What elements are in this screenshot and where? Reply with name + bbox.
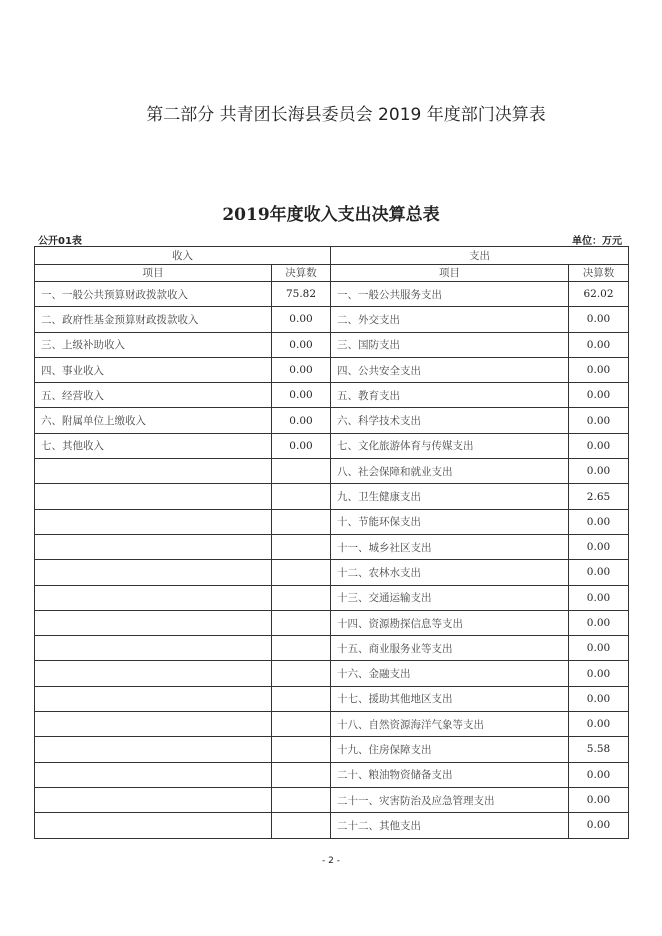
- header-row-columns: [35, 264, 629, 282]
- expense-header: 支出: [331, 247, 629, 265]
- income-amount: [272, 787, 331, 812]
- expense-amount: 0.00: [569, 762, 629, 787]
- income-amount: [272, 585, 331, 610]
- expense-amount: 0.00: [569, 787, 629, 812]
- expense-item: 十六、金融支出: [331, 661, 569, 686]
- part-title: 第二部分 共青团长海县委员会 2019 年度部门决算表: [146, 105, 546, 125]
- income-item: [35, 560, 272, 585]
- table-row: [35, 459, 629, 484]
- expense-item: 二十二、其他支出: [331, 813, 569, 838]
- page-number: - 2 -: [322, 856, 340, 866]
- income-amount: [272, 636, 331, 661]
- expense-amount: 0.00: [569, 712, 629, 737]
- expense-amount: 0.00: [569, 610, 629, 635]
- income-item: 一、一般公共预算财政拨款收入: [35, 282, 272, 307]
- income-item: [35, 534, 272, 559]
- income-amount: 0.00: [272, 357, 331, 382]
- income-amount: [272, 534, 331, 559]
- income-item: 六、附属单位上缴收入: [35, 408, 272, 433]
- expense-item: 二十、粮油物资储备支出: [331, 762, 569, 787]
- income-amount: [272, 661, 331, 686]
- income-item: [35, 636, 272, 661]
- table-row: [35, 636, 629, 661]
- expense-item: 十三、交通运输支出: [331, 585, 569, 610]
- unit-label: 单位：万元: [572, 236, 622, 247]
- expense-amount-header: 决算数: [569, 264, 629, 282]
- income-item: [35, 459, 272, 484]
- income-amount: 0.00: [272, 332, 331, 357]
- expense-item: 十五、商业服务业等支出: [331, 636, 569, 661]
- expense-amount: 0.00: [569, 459, 629, 484]
- income-amount: 0.00: [272, 383, 331, 408]
- expense-item: 七、文化旅游体育与传媒支出: [331, 433, 569, 458]
- table-row: [35, 787, 629, 812]
- income-amount: 0.00: [272, 433, 331, 458]
- income-item: [35, 610, 272, 635]
- income-item: 七、其他收入: [35, 433, 272, 458]
- income-amount: [272, 509, 331, 534]
- expense-item: 十二、农林水支出: [331, 560, 569, 585]
- expense-item: 一、一般公共服务支出: [331, 282, 569, 307]
- expense-amount: 0.00: [569, 332, 629, 357]
- table-row: [35, 813, 629, 838]
- income-item: 五、经营收入: [35, 383, 272, 408]
- expense-item: 十八、自然资源海洋气象等支出: [331, 712, 569, 737]
- expense-amount: 0.00: [569, 636, 629, 661]
- income-amount: [272, 686, 331, 711]
- income-item: 二、政府性基金预算财政拨款收入: [35, 307, 272, 332]
- income-amount: 0.00: [272, 307, 331, 332]
- expense-amount: 0.00: [569, 686, 629, 711]
- table-row: [35, 357, 629, 382]
- income-item: 四、事业收入: [35, 357, 272, 382]
- expense-item: 三、国防支出: [331, 332, 569, 357]
- expense-item: 六、科学技术支出: [331, 408, 569, 433]
- table-row: [35, 610, 629, 635]
- table-row: [35, 383, 629, 408]
- table-row: [35, 282, 629, 307]
- expense-item: 八、社会保障和就业支出: [331, 459, 569, 484]
- table-row: [35, 686, 629, 711]
- income-amount: [272, 459, 331, 484]
- expense-amount: 0.00: [569, 408, 629, 433]
- income-item: [35, 484, 272, 509]
- income-item: 三、上级补助收入: [35, 332, 272, 357]
- expense-amount: 0.00: [569, 661, 629, 686]
- expense-amount: 0.00: [569, 813, 629, 838]
- expense-amount: 0.00: [569, 307, 629, 332]
- table-row: [35, 332, 629, 357]
- expense-item: 十、节能环保支出: [331, 509, 569, 534]
- expense-amount: 2.65: [569, 484, 629, 509]
- table-row: [35, 408, 629, 433]
- expense-item: 十七、援助其他地区支出: [331, 686, 569, 711]
- budget-summary-table: [34, 246, 629, 839]
- income-item: [35, 712, 272, 737]
- table-row: [35, 661, 629, 686]
- expense-item: 十九、住房保障支出: [331, 737, 569, 762]
- table-row: [35, 585, 629, 610]
- expense-item: 二十一、灾害防治及应急管理支出: [331, 787, 569, 812]
- table-row: [35, 484, 629, 509]
- income-amount: 0.00: [272, 408, 331, 433]
- expense-item: 五、教育支出: [331, 383, 569, 408]
- expense-item: 二、外交支出: [331, 307, 569, 332]
- table-row: [35, 509, 629, 534]
- header-row-sections: [35, 247, 629, 265]
- table-row: [35, 762, 629, 787]
- expense-item: 九、卫生健康支出: [331, 484, 569, 509]
- expense-amount: 5.58: [569, 737, 629, 762]
- income-amount: [272, 762, 331, 787]
- income-amount: 75.82: [272, 282, 331, 307]
- income-item: [35, 509, 272, 534]
- income-header: 收入: [35, 247, 331, 265]
- income-item: [35, 585, 272, 610]
- income-item: [35, 787, 272, 812]
- income-amount-header: 决算数: [272, 264, 331, 282]
- expense-amount: 0.00: [569, 585, 629, 610]
- expense-item: 四、公共安全支出: [331, 357, 569, 382]
- expense-amount: 62.02: [569, 282, 629, 307]
- table-row: [35, 712, 629, 737]
- table-row: [35, 433, 629, 458]
- table-row: [35, 307, 629, 332]
- expense-amount: 0.00: [569, 357, 629, 382]
- income-item: [35, 737, 272, 762]
- income-amount: [272, 737, 331, 762]
- income-amount: [272, 610, 331, 635]
- income-item: [35, 661, 272, 686]
- table-row: [35, 737, 629, 762]
- table-row: [35, 560, 629, 585]
- income-item: [35, 762, 272, 787]
- expense-item-header: 项目: [331, 264, 569, 282]
- income-amount: [272, 712, 331, 737]
- table-title: 2019年度收入支出决算总表: [222, 205, 440, 225]
- table-row: [35, 534, 629, 559]
- income-item: [35, 686, 272, 711]
- income-item: [35, 813, 272, 838]
- expense-amount: 0.00: [569, 534, 629, 559]
- income-amount: [272, 484, 331, 509]
- income-amount: [272, 813, 331, 838]
- expense-amount: 0.00: [569, 433, 629, 458]
- table-code: 公开01表: [38, 236, 82, 247]
- expense-amount: 0.00: [569, 509, 629, 534]
- expense-item: 十一、城乡社区支出: [331, 534, 569, 559]
- expense-amount: 0.00: [569, 383, 629, 408]
- income-amount: [272, 560, 331, 585]
- income-item-header: 项目: [35, 264, 272, 282]
- expense-item: 十四、资源勘探信息等支出: [331, 610, 569, 635]
- expense-amount: 0.00: [569, 560, 629, 585]
